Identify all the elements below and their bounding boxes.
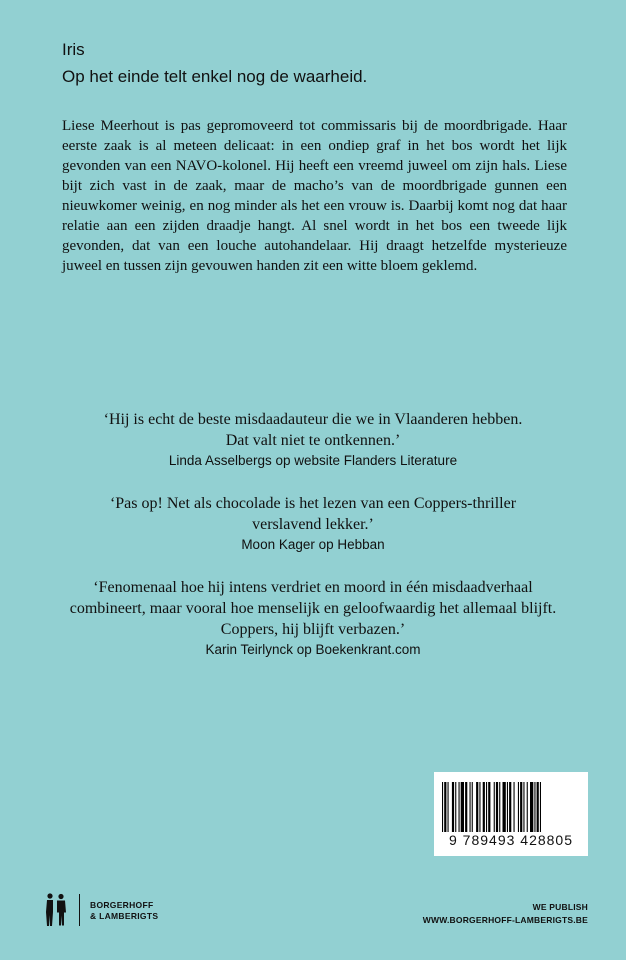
quote-line: ‘Hij is echt de beste misdaadauteur die we in Vlaanderen hebben. — [103, 411, 523, 428]
publisher-name — [90, 900, 158, 922]
publisher-logo-icon — [44, 893, 70, 927]
isbn-number: 9 789493 428805 — [449, 832, 573, 848]
publisher-website-block — [423, 901, 588, 927]
tagline: Op het einde telt enkel nog de waarheid. — [62, 67, 368, 86]
quote-line: Coppers, hij blijft verbazen.’ — [220, 621, 406, 638]
publisher-name-line2: & LAMBERIGTS — [90, 911, 159, 921]
quote-line: Dat valt niet te ontkennen.’ — [225, 432, 401, 449]
barcode-bars — [442, 782, 580, 832]
series-title: Iris — [62, 40, 85, 59]
publisher-slogan: WE PUBLISH — [532, 902, 588, 912]
quote-2 — [0, 493, 626, 555]
isbn-barcode — [434, 772, 588, 856]
quote-line: ‘Pas op! Net als chocolade is het lezen van een Coppers-thriller — [109, 495, 517, 512]
publisher-website[interactable]: WWW.BORGERHOFF-LAMBERIGTS.BE — [422, 915, 588, 925]
quote-3 — [0, 577, 626, 660]
publisher-name-line1: BORGERHOFF — [90, 900, 154, 910]
quote-line: combineert, maar vooral hoe menselijk en geloofwaardig het allemaal blijft. — [69, 600, 557, 617]
book-blurb: Liese Meerhout is pas gepromoveerd tot commissaris bij de moordbrigade. Haar eerste zaak is al meteen delicaat: in een ondiep graf in het bos wordt het lijk gevonden van een NAVO-kolonel. Hij heeft een vreemd juweel om zijn hals. Liese bijt zich vast in de zaak, maar de macho’s van de moordbrigade gunnen een nieuwkomer weinig, en nog minder als het een vrouw is. Daarbij komt nog dat haar relatie aan een zijden draadje hangt. Al snel wordt in het bos een tweede lijk gevonden, dat van een louche autohandelaar. Hij draagt hetzelfde mysterieuze juweel en tussen zijn gevouwen handen zit een witte bloem geklemd. — [62, 118, 567, 274]
quote-1 — [0, 409, 626, 471]
quotes-section — [0, 409, 626, 682]
quote-line: verslavend lekker.’ — [252, 516, 374, 533]
quote-line: ‘Fenomenaal hoe hij intens verdriet en moord in één misdaadverhaal — [93, 579, 533, 596]
quote-source: Moon Kager op Hebban — [241, 537, 385, 552]
quote-source: Karin Teirlynck op Boekenkrant.com — [205, 642, 421, 657]
quote-source: Linda Asselbergs op website Flanders Literature — [168, 453, 458, 468]
publisher-divider — [79, 894, 80, 926]
